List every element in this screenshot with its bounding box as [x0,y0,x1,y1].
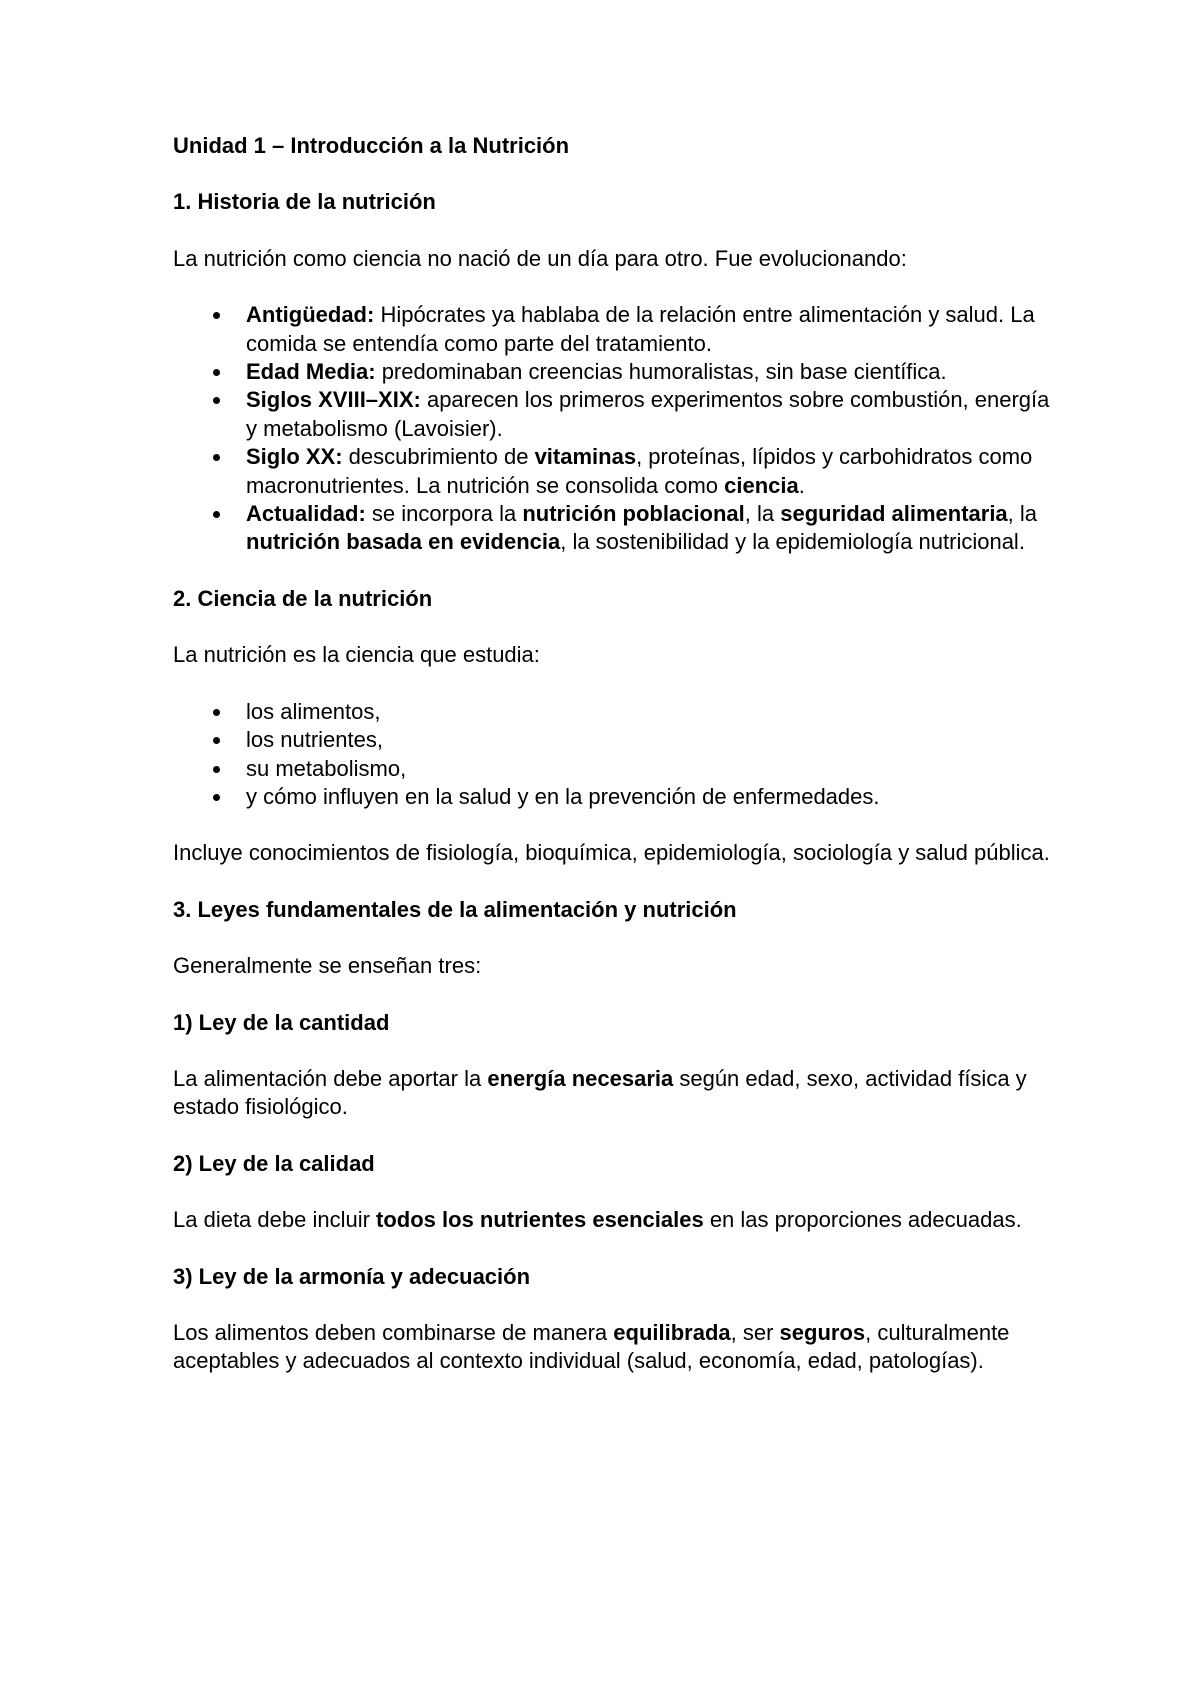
law-text: en las proporciones adecuadas. [703,1207,1022,1233]
law-text: La alimentación debe aportar la [173,1065,488,1091]
bullet-icon [213,312,220,319]
section-3-heading: 3. Leyes fundamentales de la alimentación y nutrición [173,896,737,922]
law-2-text [173,1206,1053,1234]
bullet-icon [213,511,220,518]
law-text: según edad, sexo, actividad física y estado fisiológico. [173,1065,1027,1120]
bold-term: todos los nutrientes esenciales [376,1207,704,1233]
list-item-text: predominaban creencias humoralistas, sin base científica. [375,359,947,385]
list-item-text: , la [744,501,781,527]
list-item [173,386,1053,443]
section-1-intro: La nutrición como ciencia no nació de un día para otro. Fue evolucionando: [173,245,907,271]
bullet-icon [213,737,220,744]
section-3-intro: Generalmente se enseñan tres: [173,953,482,979]
section-2-intro: La nutrición es la ciencia que estudia: [173,642,540,668]
list-item [173,726,1053,754]
list-item-text: se incorpora la [365,501,523,527]
bold-term: seguros [779,1319,866,1345]
bold-term: nutrición basada en evidencia [246,529,561,555]
section-2-heading: 2. Ciencia de la nutrición [173,585,433,611]
bullet-icon [213,794,220,801]
list-item [173,698,1053,726]
law-text: Los alimentos deben combinarse de manera [173,1319,614,1345]
bold-term: seguridad alimentaria [780,501,1008,527]
science-list [173,698,1053,812]
bullet-icon [213,709,220,716]
bullet-icon [213,397,220,404]
law-2-heading: 2) Ley de la calidad [173,1150,375,1176]
list-item-label: Siglo XX: [246,444,343,470]
list-item-text: su metabolismo, [246,755,407,781]
bold-term: ciencia [724,472,799,498]
bold-term: nutrición poblacional [522,501,745,527]
list-item-text: , la sostenibilidad y la epidemiología nutricional. [560,529,1025,555]
document-title: Unidad 1 – Introducción a la Nutrición [173,133,570,158]
list-item-label: Edad Media: [246,359,376,385]
bullet-icon [213,369,220,376]
list-item-label: Actualidad: [246,501,366,527]
list-item [173,783,1053,811]
list-item-text: los nutrientes, [246,727,383,753]
law-text: , culturalmente aceptables y adecuados al contexto individual (salud, economía, edad, patologías). [173,1319,1010,1374]
list-item-label: Siglos XVIII–XIX: [246,387,421,413]
list-item-text: los alimentos, [246,698,381,724]
law-1-heading: 1) Ley de la cantidad [173,1009,390,1035]
bold-term: vitaminas [534,444,637,470]
law-3-text [173,1319,1053,1376]
list-item-label: Antigüedad: [246,302,375,328]
bold-term: energía necesaria [487,1065,674,1091]
list-item [173,443,1053,500]
list-item-text: Hipócrates ya hablaba de la relación entre alimentación y salud. La comida se entendía como parte del tratamiento. [246,302,1035,356]
list-item-text: y cómo influyen en la salud y en la prevención de enfermedades. [246,783,880,809]
law-3-heading: 3) Ley de la armonía y adecuación [173,1263,531,1289]
list-item-text: aparecen los primeros experimentos sobre combustión, energía y metabolismo (Lavoisier). [246,387,1050,441]
list-item [173,500,1053,557]
bullet-icon [213,454,220,461]
history-list [173,301,1053,557]
list-item [173,755,1053,783]
list-item-text: descubrimiento de [342,444,535,470]
list-item-text: . [798,472,805,498]
list-item [173,358,1053,386]
list-item [173,301,1053,358]
document-page [173,132,1053,1376]
section-1-heading: 1. Historia de la nutrición [173,189,436,215]
section-2-outro: Incluye conocimientos de fisiología, bioquímica, epidemiología, sociología y salud pública. [173,840,1050,866]
bullet-icon [213,766,220,773]
bold-term: equilibrada [613,1319,731,1345]
law-1-text [173,1065,1053,1122]
law-text: , ser [730,1319,780,1345]
list-item-text: , proteínas, lípidos y carbohidratos como macronutrientes. La nutrición se consolida como [246,444,1033,498]
list-item-text: , la [1007,501,1038,527]
law-text: La dieta debe incluir [173,1207,377,1233]
